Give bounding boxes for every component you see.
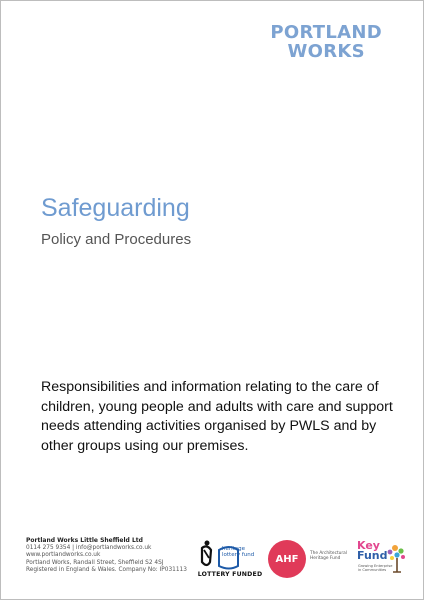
address-line: Portland Works, Randall Street, Sheffield S2 4SJ (26, 559, 164, 566)
logo-line-2: WORKS (287, 41, 365, 62)
document-subtitle: Policy and Procedures (41, 231, 192, 248)
logo-line-1: PORTLAND (270, 22, 382, 43)
ahf-logo (268, 540, 306, 578)
contact-line: 0114 275 9354 | info@portlandworks.co.uk (26, 544, 152, 551)
ahf-logo-text: The Architectural Heritage Fund (310, 551, 347, 561)
keyfund-word-2: Fund (357, 549, 388, 562)
keyfund-tagline: Growing Enterprise in Communities (358, 564, 393, 573)
keyfund-word-1: Key (357, 539, 380, 552)
hlf-logo-text: heritage lottery fund (222, 546, 255, 558)
portland-works-logo (270, 23, 382, 61)
footer-address-block (26, 537, 196, 575)
organisation-name: Portland Works Little Sheffield Ltd (26, 537, 143, 544)
registration-line: Registered in England & Wales. Company No: IP031113 (26, 567, 187, 574)
website-line: www.portlandworks.co.uk (26, 552, 101, 559)
lottery-funded-caption: LOTTERY FUNDED (197, 571, 263, 578)
keyfund-logo-text (357, 541, 388, 561)
document-description: Responsibilities and information relating to the care of children, young people and adults with care and support needs attending activities organised by PWLS and by other groups using our premises. (41, 379, 393, 454)
document-title: Safeguarding (41, 194, 190, 222)
ahf-mark: AHF (275, 553, 299, 565)
